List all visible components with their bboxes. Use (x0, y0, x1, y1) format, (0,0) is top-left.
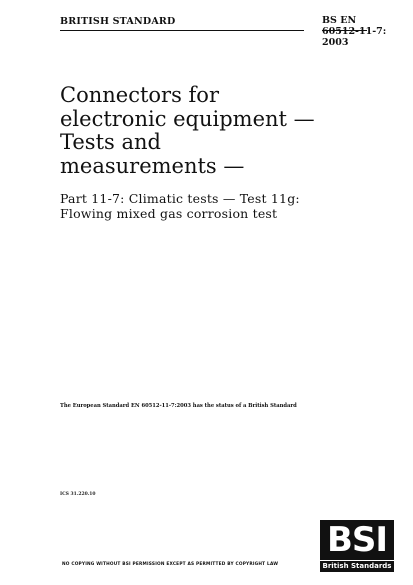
bsi-logo-mark: BSI (320, 520, 394, 560)
document-title (60, 84, 350, 178)
standard-series-label: BRITISH STANDARD (60, 16, 176, 27)
ics-code: ICS 31.220.10 (60, 492, 96, 497)
title-line: electronic equipment — (60, 106, 315, 131)
subtitle-line: Part 11-7: Climatic tests — Test 11g: (60, 191, 300, 206)
designation-line: 2003 (322, 37, 349, 48)
header-rule (60, 30, 304, 31)
designation-line: 60512-11-7: (322, 26, 387, 37)
status-note: The European Standard EN 60512-11-7:2003 has the status of a British Standard (60, 403, 297, 409)
document-subtitle (60, 192, 350, 221)
copyright-notice: NO COPYING WITHOUT BSI PERMISSION EXCEPT AS PERMITTED BY COPYRIGHT LAW (62, 562, 279, 567)
designation-line: BS EN (322, 15, 357, 26)
title-line: Tests and (60, 130, 161, 154)
bsi-logo-tagline: British Standards (320, 561, 394, 572)
subtitle-line: Flowing mixed gas corrosion test (60, 205, 278, 221)
bsi-logo (320, 520, 400, 576)
title-line: Connectors for (60, 83, 219, 107)
designation-rule (322, 30, 367, 31)
title-line: measurements — (60, 153, 245, 178)
standard-designation (322, 15, 402, 48)
